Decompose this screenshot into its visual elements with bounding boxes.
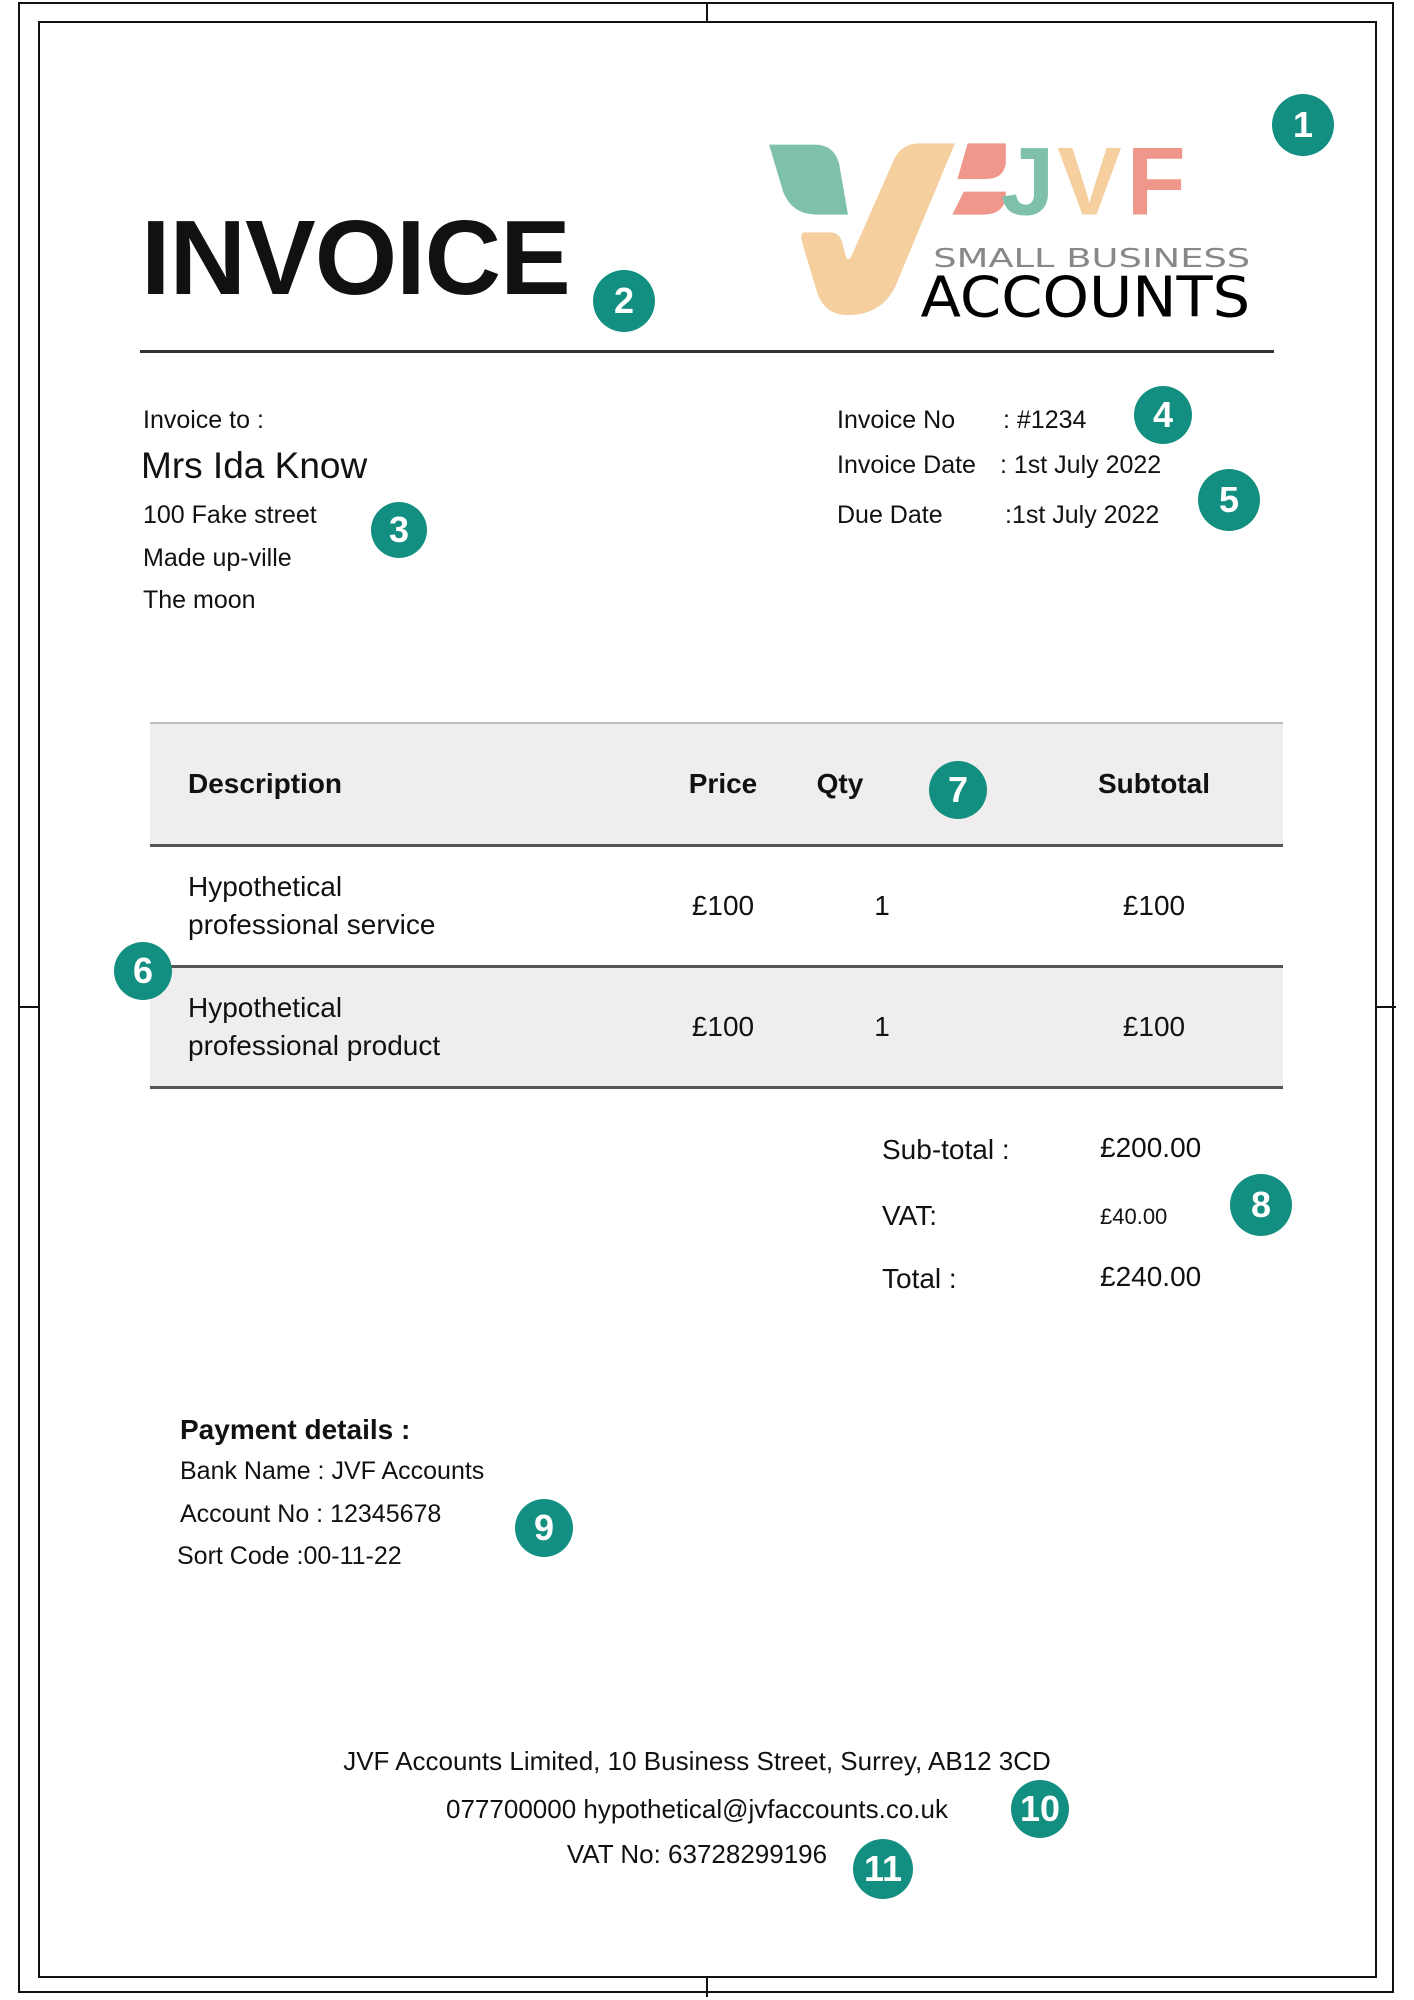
row-description bbox=[188, 989, 440, 1065]
invoice-no-label: Invoice No bbox=[837, 406, 956, 434]
callout-badge: 11 bbox=[853, 1839, 913, 1899]
due-date-label: Due Date bbox=[837, 501, 943, 529]
logo-name: ACCOUNTS bbox=[920, 265, 1251, 323]
callout-badge: 6 bbox=[114, 942, 172, 1000]
description-line: professional product bbox=[188, 1030, 441, 1061]
total-label: Total : bbox=[882, 1263, 957, 1294]
vat-label: VAT: bbox=[882, 1200, 937, 1231]
invoice-no-value: : #1234 bbox=[1003, 406, 1087, 434]
description-line: professional service bbox=[188, 909, 436, 940]
logo-bar-bottom bbox=[952, 192, 1005, 215]
invoice-to-label: Invoice to : bbox=[143, 406, 264, 434]
callout-badge: 7 bbox=[929, 761, 987, 819]
row-price: £100 bbox=[691, 1011, 755, 1043]
logo-leaf bbox=[769, 145, 848, 215]
header-subtotal: Subtotal bbox=[1098, 768, 1210, 800]
crop-mark-right bbox=[1376, 1006, 1396, 1008]
payment-heading: Payment details : bbox=[180, 1414, 411, 1445]
logo-bar-top bbox=[957, 143, 1005, 179]
crop-mark-top bbox=[706, 2, 708, 22]
footer-vat-number: VAT No: 63728299196 bbox=[566, 1839, 828, 1869]
sort-code: Sort Code :00-11-22 bbox=[177, 1542, 402, 1570]
callout-badge: 9 bbox=[515, 1499, 573, 1557]
footer-contact: 077700000 hypothetical@jvfaccounts.co.uk bbox=[446, 1794, 948, 1824]
table-row bbox=[150, 968, 1283, 1089]
row-qty: 1 bbox=[874, 1011, 890, 1043]
description-line: Hypothetical bbox=[188, 992, 343, 1024]
row-price: £100 bbox=[691, 890, 755, 922]
row-subtotal: £100 bbox=[1122, 890, 1186, 922]
address-line: Made up-ville bbox=[143, 544, 292, 572]
due-date-value: :1st July 2022 bbox=[1005, 501, 1160, 529]
page-title: INVOICE bbox=[141, 199, 570, 317]
callout-badge: 4 bbox=[1134, 386, 1192, 444]
invoice-date-label: Invoice Date bbox=[837, 451, 976, 479]
description-line: Hypothetical bbox=[188, 871, 343, 903]
line-items-table bbox=[150, 722, 1283, 1089]
header-description: Description bbox=[188, 768, 343, 800]
callout-badge: 5 bbox=[1198, 469, 1260, 531]
callout-badge: 10 bbox=[1011, 1780, 1069, 1838]
header-divider bbox=[140, 350, 1274, 353]
callout-badge: 3 bbox=[371, 502, 427, 558]
address-line: The moon bbox=[143, 586, 256, 614]
account-number: Account No : 12345678 bbox=[180, 1500, 442, 1528]
crop-mark-left bbox=[18, 1006, 38, 1008]
bank-name: Bank Name : JVF Accounts bbox=[180, 1457, 485, 1485]
logo-letters: JVF bbox=[1000, 138, 1186, 236]
crop-mark-bottom bbox=[706, 1977, 708, 1997]
subtotal-label: Sub-total : bbox=[882, 1134, 1010, 1165]
logo-tagline: SMALL BUSINESS bbox=[933, 243, 1251, 274]
header-qty: Qty bbox=[816, 768, 864, 800]
row-description bbox=[188, 868, 435, 944]
callout-badge: 8 bbox=[1230, 1174, 1292, 1236]
table-header bbox=[150, 722, 1283, 847]
total-value: £240.00 bbox=[1100, 1261, 1202, 1292]
customer-name: Mrs Ida Know bbox=[141, 445, 368, 486]
row-subtotal: £100 bbox=[1122, 1011, 1186, 1043]
invoice-date-value: : 1st July 2022 bbox=[1000, 451, 1162, 479]
vat-value: £40.00 bbox=[1100, 1204, 1168, 1229]
subtotal-value: £200.00 bbox=[1100, 1132, 1202, 1163]
table-row bbox=[150, 847, 1283, 968]
company-logo bbox=[764, 138, 1254, 323]
callout-badge: 1 bbox=[1272, 94, 1334, 156]
address-line: 100 Fake street bbox=[143, 501, 317, 529]
callout-badge: 2 bbox=[593, 270, 655, 332]
header-price: Price bbox=[688, 768, 758, 800]
footer-address: JVF Accounts Limited, 10 Business Street, Surrey, AB12 3CD bbox=[343, 1746, 1051, 1776]
row-qty: 1 bbox=[874, 890, 890, 922]
